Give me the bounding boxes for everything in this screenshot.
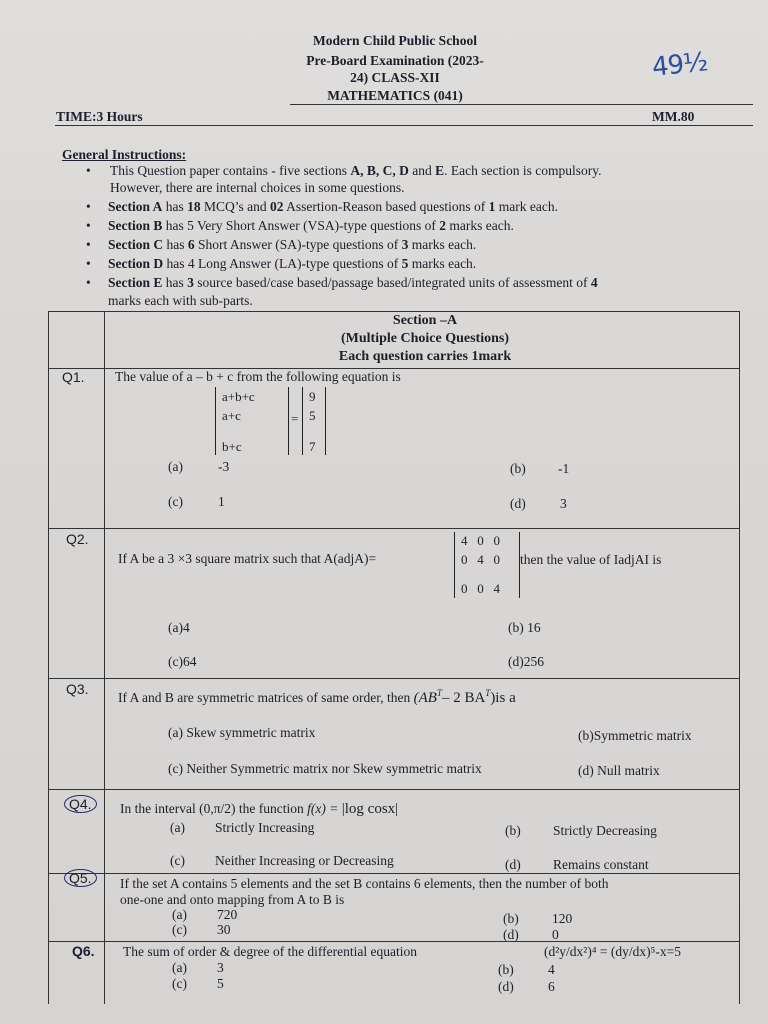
q2-matrix-row2: 0 4 0 [461,552,500,567]
q4-number: Q4. [64,796,97,812]
max-marks: MM.80 [652,109,695,124]
q4-option-b-value: Strictly Decreasing [553,823,657,838]
q5-option-a-label: (a) [172,907,187,922]
q1-number: Q1. [62,369,85,385]
row-divider-q1 [48,528,739,529]
q4-text: In the interval (0,π/2) the function f(x) = |log cosx| [120,801,399,817]
instruction-6: Section E has 3 source based/case based/passage based/integrated units of assessment of 4 [108,275,598,290]
school-name: Modern Child Public School [313,33,477,48]
q1-option-a-label: (a) [168,459,183,474]
q4-option-c-value: Neither Increasing or Decreasing [215,853,394,868]
q6-option-a-value: 3 [217,960,224,975]
section-note: Each question carries 1mark [338,349,512,364]
q3-text: If A and B are symmetric matrices of same order, then ($AB^T-$ 2 $BA^T)is$ a [118,688,516,706]
q6-option-c-value: 5 [217,976,224,991]
instruction-2: Section A has 18 MCQ’s and 02 Assertion-Reason based questions of 1 mark each. [108,199,558,214]
q2-matrix-row3: 0 0 4 [461,581,500,596]
instruction-1: This Question paper contains - five sections A, B, C, D and E. Each section is compulsory. [110,163,602,178]
instruction-5: Section D has 4 Long Answer (LA)-type questions of 5 marks each. [108,256,477,271]
q5-number: Q5. [64,870,97,886]
instruction-1-cont: However, there are internal choices in some questions. [110,180,405,195]
q1-option-c-value: 1 [218,494,225,509]
q6-option-d-label: (d) [498,979,514,994]
row-divider-q3 [48,789,739,790]
header-rule-top [290,104,753,105]
q4-function-body: |log cosx| [341,801,399,817]
q1-text: The value of a – b + c from the following equation is [115,369,401,384]
q5-option-c-label: (c) [172,922,187,937]
q3-option-c: (c) Neither Symmetric matrix nor Skew symmetric matrix [168,761,482,776]
q4-option-c-label: (c) [170,853,185,868]
q4-option-d-value: Remains constant [553,857,649,872]
q3-option-b: (b)Symmetric matrix [578,728,692,743]
bullet-1: • [86,163,91,178]
q1-rhs-row1: 9 [309,389,316,404]
q5-text-line2: one-one and onto mapping from A to B is [120,892,345,907]
q1-equals: = [291,411,299,426]
q3-number: Q3. [66,681,89,697]
q2-text: If A be a 3 ×3 square matrix such that A(adjA)= [118,551,377,566]
q1-option-d-label: (d) [510,496,526,511]
row-divider-q5 [48,941,739,942]
bullet-6: • [86,275,91,290]
section-title: Section –A [392,313,458,328]
instructions-title: General Instructions: [62,147,187,162]
q6-option-b-value: 4 [548,962,555,977]
exam-time: TIME:3 Hours [56,109,143,124]
q6-option-a-label: (a) [172,960,187,975]
q6-option-b-label: (b) [498,962,514,977]
q5-text-line1: If the set A contains 5 elements and the set B contains 6 elements, then the number of both [120,876,609,891]
q6-equation: (d²y/dx²)⁴ = (dy/dx)⁵-x=5 [544,944,681,959]
q1-option-b-label: (b) [510,461,526,476]
q2-option-b: (b) 16 [508,620,541,635]
q5-option-d-label: (d) [503,927,519,942]
q2-tail-text: then the value of IadjAI is [520,552,662,567]
q6-number: Q6. [72,943,95,959]
q3-expression: ($AB^T-$ 2 $BA^T)is$ a [413,688,516,706]
q1-rhs-row2: 5 [309,408,316,423]
bullet-3: • [86,218,91,233]
q1-option-b-value: -1 [558,461,570,476]
q1-rhs-row3: 7 [309,439,316,454]
table-number-column-border [104,311,105,1004]
q1-option-d-value: 3 [560,496,567,511]
row-divider-q4 [48,873,739,874]
instruction-3: Section B has 5 Very Short Answer (VSA)-type questions of 2 marks each. [108,218,514,233]
q4-option-b-label: (b) [505,823,521,838]
q5-option-b-label: (b) [503,911,519,926]
bullet-5: • [86,256,91,271]
q4-option-d-label: (d) [505,857,521,872]
header-rule-bottom [55,125,753,126]
q5-option-d-value: 0 [552,927,559,942]
q4-option-a-label: (a) [170,820,185,835]
exam-title-line2: 24) CLASS-XII [350,70,440,85]
q6-text: The sum of order & degree of the differential equation [123,944,418,959]
table-top-border [48,311,739,312]
q1-option-c-label: (c) [168,494,183,509]
subject-title: MATHEMATICS (041) [327,88,463,103]
q5-option-a-value: 720 [217,907,238,922]
q1-option-a-value: -3 [218,459,230,474]
q2-option-a: (a)4 [168,620,190,635]
q6-option-c-label: (c) [172,976,187,991]
q2-option-d: (d)256 [508,654,544,669]
bullet-2: • [86,199,91,214]
instruction-6-cont: marks each with sub-parts. [108,293,253,308]
table-right-border [739,311,740,1004]
q5-option-c-value: 30 [217,922,231,937]
q5-option-b-value: 120 [552,911,573,926]
exam-title-line1: Pre-Board Examination (2023- [306,53,484,68]
q1-lhs-row2: a+c [222,408,241,423]
section-subtitle: (Multiple Choice Questions) [341,331,509,346]
q6-option-d-value: 6 [548,979,555,994]
q1-lhs-row3: b+c [222,439,242,454]
row-divider-q2 [48,678,739,679]
handwritten-score: 49½ [650,47,709,83]
q3-option-d: (d) Null matrix [578,763,660,778]
q4-option-a-value: Strictly Increasing [215,820,315,835]
q2-matrix-row1: 4 0 0 [461,533,500,548]
q2-option-c: (c)64 [168,654,197,669]
q1-lhs-row1: a+b+c [222,389,255,404]
bullet-4: • [86,237,91,252]
q3-option-a: (a) Skew symmetric matrix [168,725,316,740]
table-left-border [48,311,49,1004]
instruction-4: Section C has 6 Short Answer (SA)-type questions of 3 marks each. [108,237,477,252]
q2-number: Q2. [66,531,89,547]
